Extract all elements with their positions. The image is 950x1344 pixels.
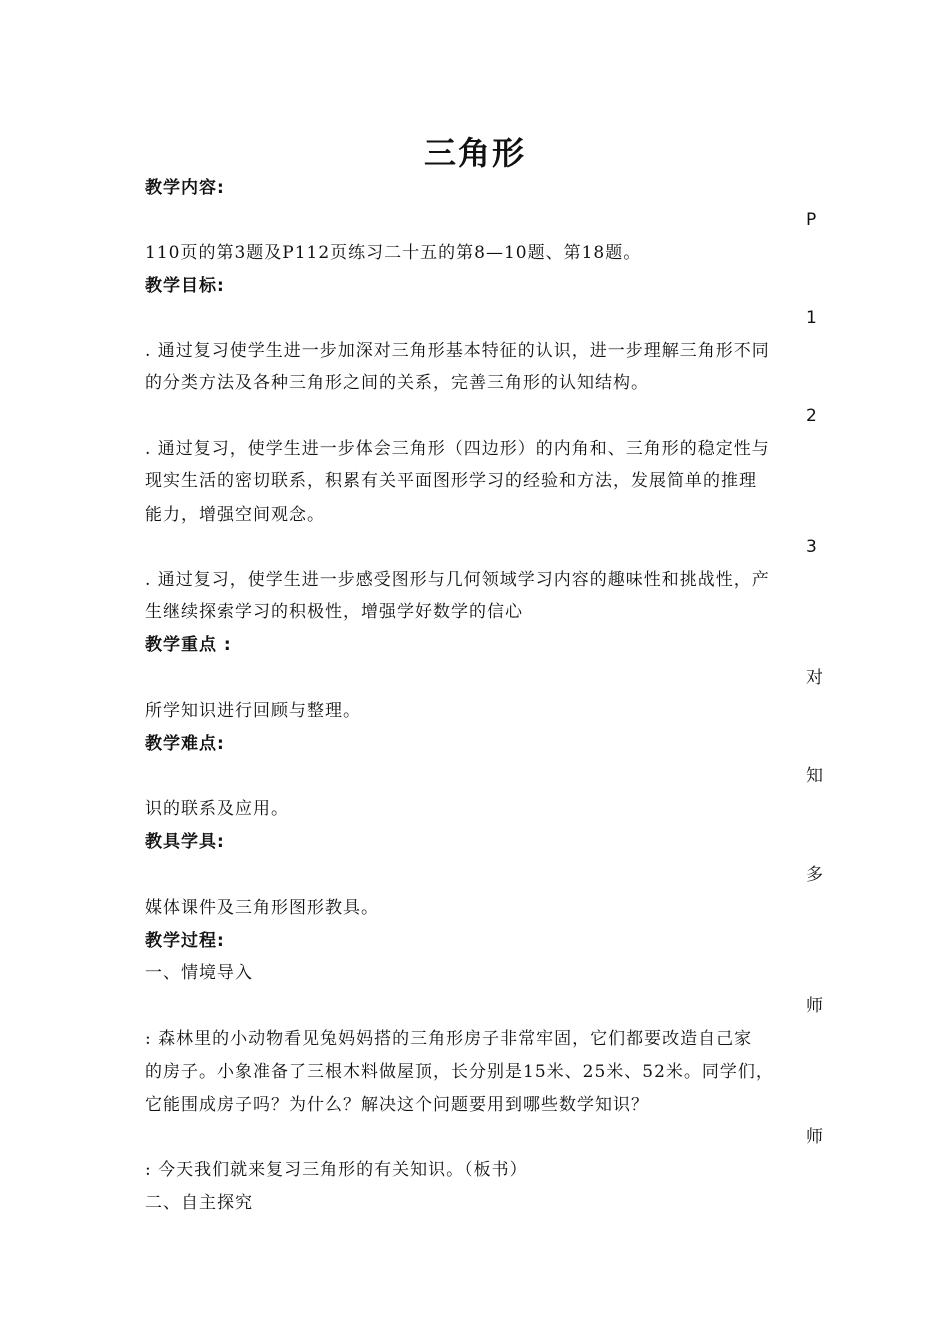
goal-2-marker: 2 — [806, 406, 817, 426]
goal-3-marker: 3 — [806, 537, 817, 557]
goal-1-line: 的分类方法及各种三角形之间的关系，完善三角形的认知结构。 — [145, 373, 649, 393]
teacher-1-marker: 师 — [806, 996, 823, 1016]
key-point-marker: 对 — [806, 668, 823, 688]
key-point-line: 所学知识进行回顾与整理。 — [145, 701, 361, 721]
content-line: 110页的第3题及P112页练习二十五的第8—10题、第18题。 — [145, 243, 642, 263]
goal-2-line: . 通过复习，使学生进一步体会三角形（四边形）的内角和、三角形的稳定性与 — [145, 439, 770, 459]
heading-difficulty: 教学难点: — [145, 734, 225, 754]
teacher-1-line: 的房子。小象准备了三根木料做屋顶，长分别是15米、25米、52米。同学们， — [145, 1062, 774, 1082]
goal-3-line: 生继续探索学习的积极性，增强学好数学的信心 — [145, 602, 523, 622]
heading-teaching-goals: 教学目标: — [145, 276, 225, 296]
goal-1-marker: 1 — [806, 308, 817, 328]
heading-teaching-tools: 教具学具: — [145, 832, 225, 852]
tools-marker: 多 — [806, 865, 823, 885]
goal-1-line: . 通过复习使学生进一步加深对三角形基本特征的认识，进一步理解三角形不同 — [145, 341, 770, 361]
tools-line: 媒体课件及三角形图形教具。 — [145, 898, 379, 918]
goal-2-line: 能力，增强空间观念。 — [145, 505, 325, 525]
teacher-1-line: : 森林里的小动物看见兔妈妈搭的三角形房子非常牢固，它们都要改造自己家 — [145, 1029, 753, 1049]
heading-teaching-content: 教学内容: — [145, 178, 225, 198]
content-marker: P — [806, 210, 817, 230]
process-step-1: 一、情境导入 — [145, 963, 253, 983]
teacher-2-line: : 今天我们就来复习三角形的有关知识。（板书） — [145, 1160, 528, 1180]
goal-3-line: . 通过复习，使学生进一步感受图形与几何领域学习内容的趣味性和挑战性，产 — [145, 570, 770, 590]
heading-teaching-process: 教学过程: — [145, 931, 225, 951]
teacher-1-line: 它能围成房子吗？为什么？解决这个问题要用到哪些数学知识？ — [145, 1095, 649, 1115]
teacher-2-marker: 师 — [806, 1127, 823, 1147]
process-step-2: 二、自主探究 — [145, 1193, 253, 1213]
difficulty-marker: 知 — [806, 766, 823, 786]
heading-key-point: 教学重点 : — [145, 635, 232, 655]
difficulty-line: 识的联系及应用。 — [145, 799, 289, 819]
goal-2-line: 现实生活的密切联系，积累有关平面图形学习的经验和方法，发展简单的推理 — [145, 471, 757, 491]
document-title: 三角形 — [423, 134, 526, 172]
